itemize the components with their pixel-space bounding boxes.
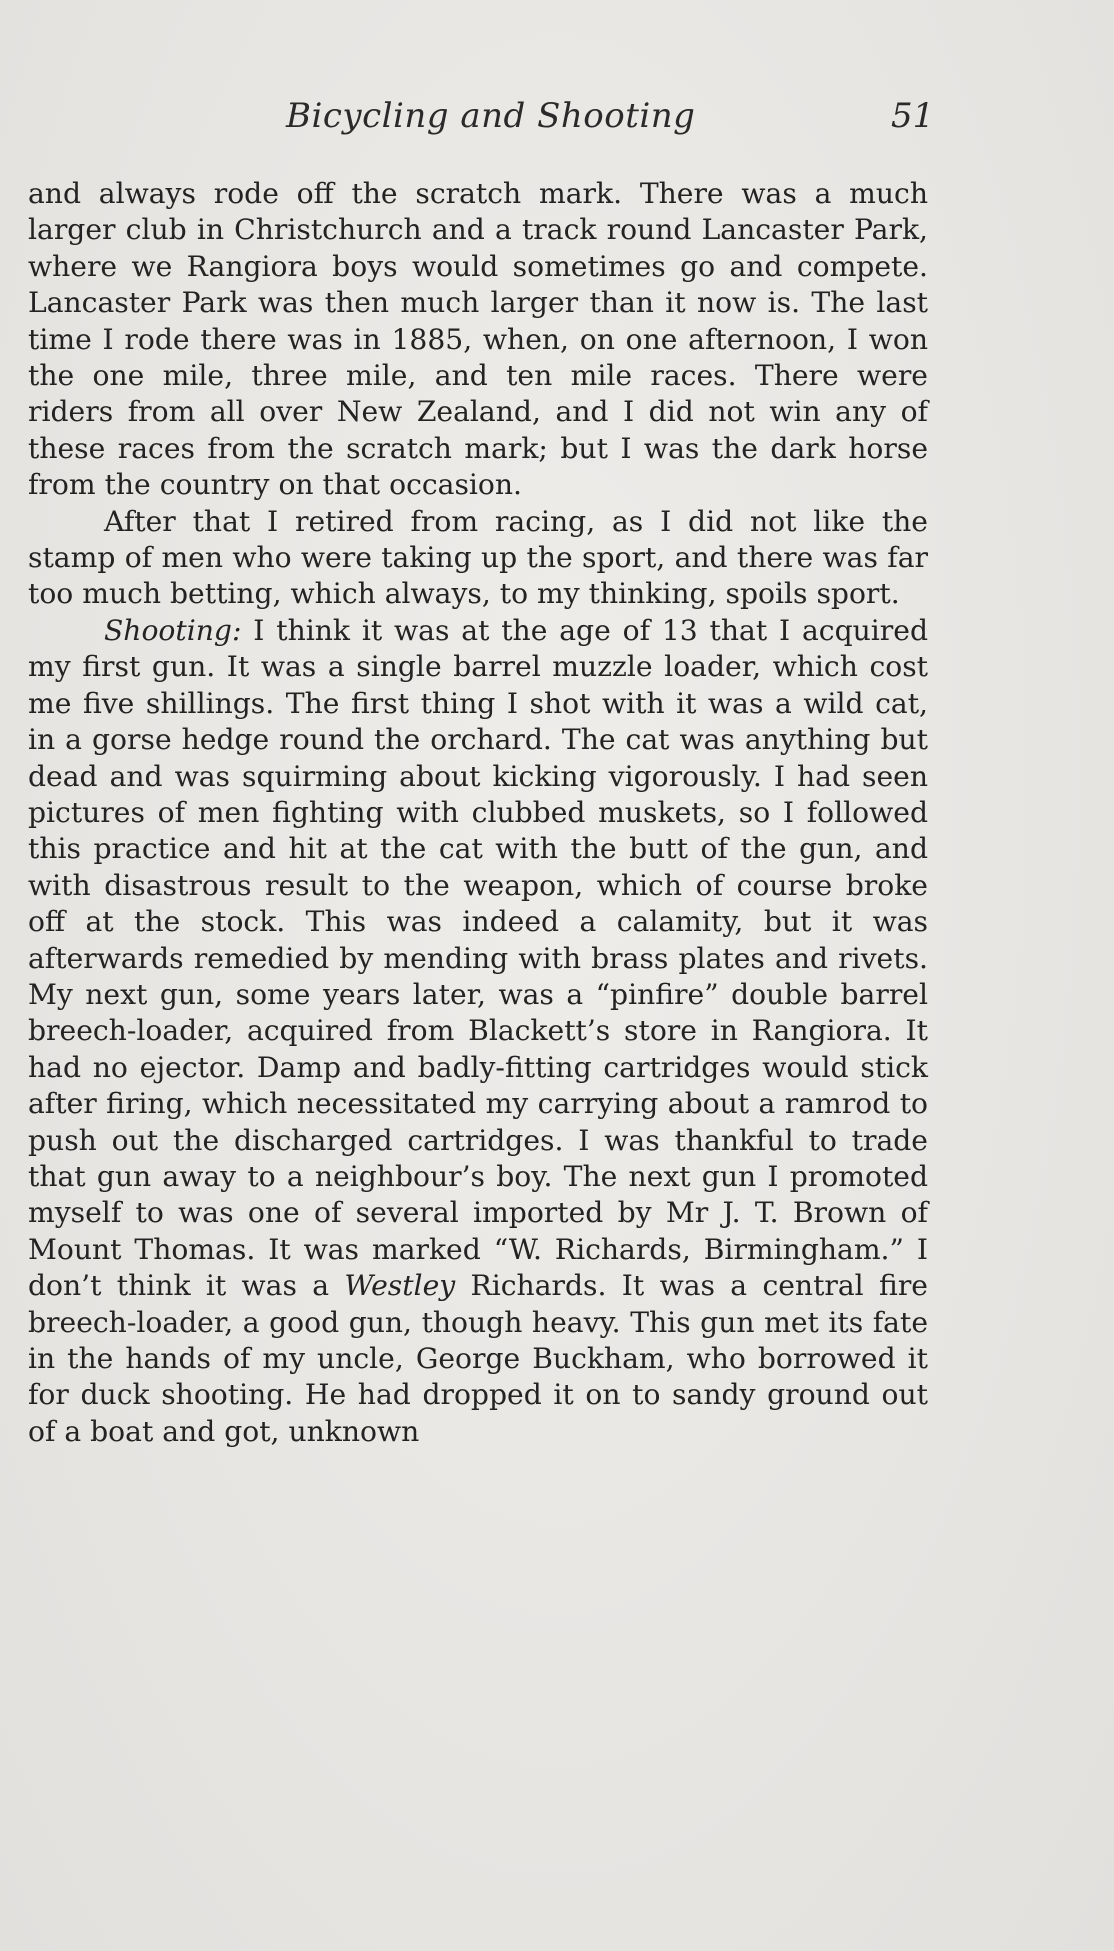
body-text bbox=[28, 176, 928, 1450]
running-head bbox=[28, 96, 935, 142]
italic-westley: Westley bbox=[344, 1269, 456, 1303]
paragraph-retired-racing bbox=[28, 504, 928, 613]
paragraph-text: and always rode off the scratch mark. There was a much larger club in Christchurch and a track round Lancaster Park, where we Rangiora boys would sometimes go and compete. Lancaster Park was then much larger than it now is. The last time I rode there was in 1885, when, on one afternoon, I won the one mile, three mile, and ten mile races. There were riders from all over New Zealand, and I did not win any of these races from the scratch mark; but I was the dark horse from the country on that occasion. bbox=[28, 177, 928, 502]
paragraph-text: I think it was at the age of 13 that I acquired my first gun. It was a single barrel muzzle loader, which cost me five shillings. The first thing I shot with it was a wild cat, in a gorse hedge round the orchard. The cat was anything but dead and was squirming about kicking vigorously. I had seen pictures of men fighting with clubbed muskets, so I followed this practice and hit at the cat with the butt of the gun, and with disastrous result to the weapon, which of course broke off at the stock. This was indeed a calamity, but it was afterwards remedied by mending with brass plates and rivets. My next gun, some years later, was a “pinfire” double barrel breech-loader, acquired from Blackett’s store in Rangiora. It had no ejector. Damp and badly-fitting cartridges would stick after firing, which necessitated my carrying about a ramrod to push out the discharged cartridges. I was thankful to trade that gun away to a neighbour’s boy. The next gun I promoted myself to was one of several imported by Mr J. T. Brown of Mount Thomas. It was marked “W. Richards, Birmingham.” I don’t think it was a bbox=[28, 613, 928, 1303]
paragraph-shooting bbox=[28, 613, 928, 1450]
paragraph-bicycling-end bbox=[28, 176, 928, 504]
section-lead-shooting: Shooting: bbox=[104, 613, 242, 647]
chapter-title: Bicycling and Shooting bbox=[286, 96, 696, 136]
paragraph-text: Richards. It was a central fire breech-loader, a good gun, though heavy. This gun met its fate in the hands of my uncle, George Buckham, who borrowed it for duck shooting. He had dropped it on to sandy ground out of a boat and got, unknown bbox=[28, 1269, 928, 1448]
paragraph-text: After that I retired from racing, as I did not like the stamp of men who were taking up the sport, and there was far too much betting, which always, to my thinking, spoils sport. bbox=[28, 504, 928, 611]
page-number: 51 bbox=[891, 96, 935, 136]
